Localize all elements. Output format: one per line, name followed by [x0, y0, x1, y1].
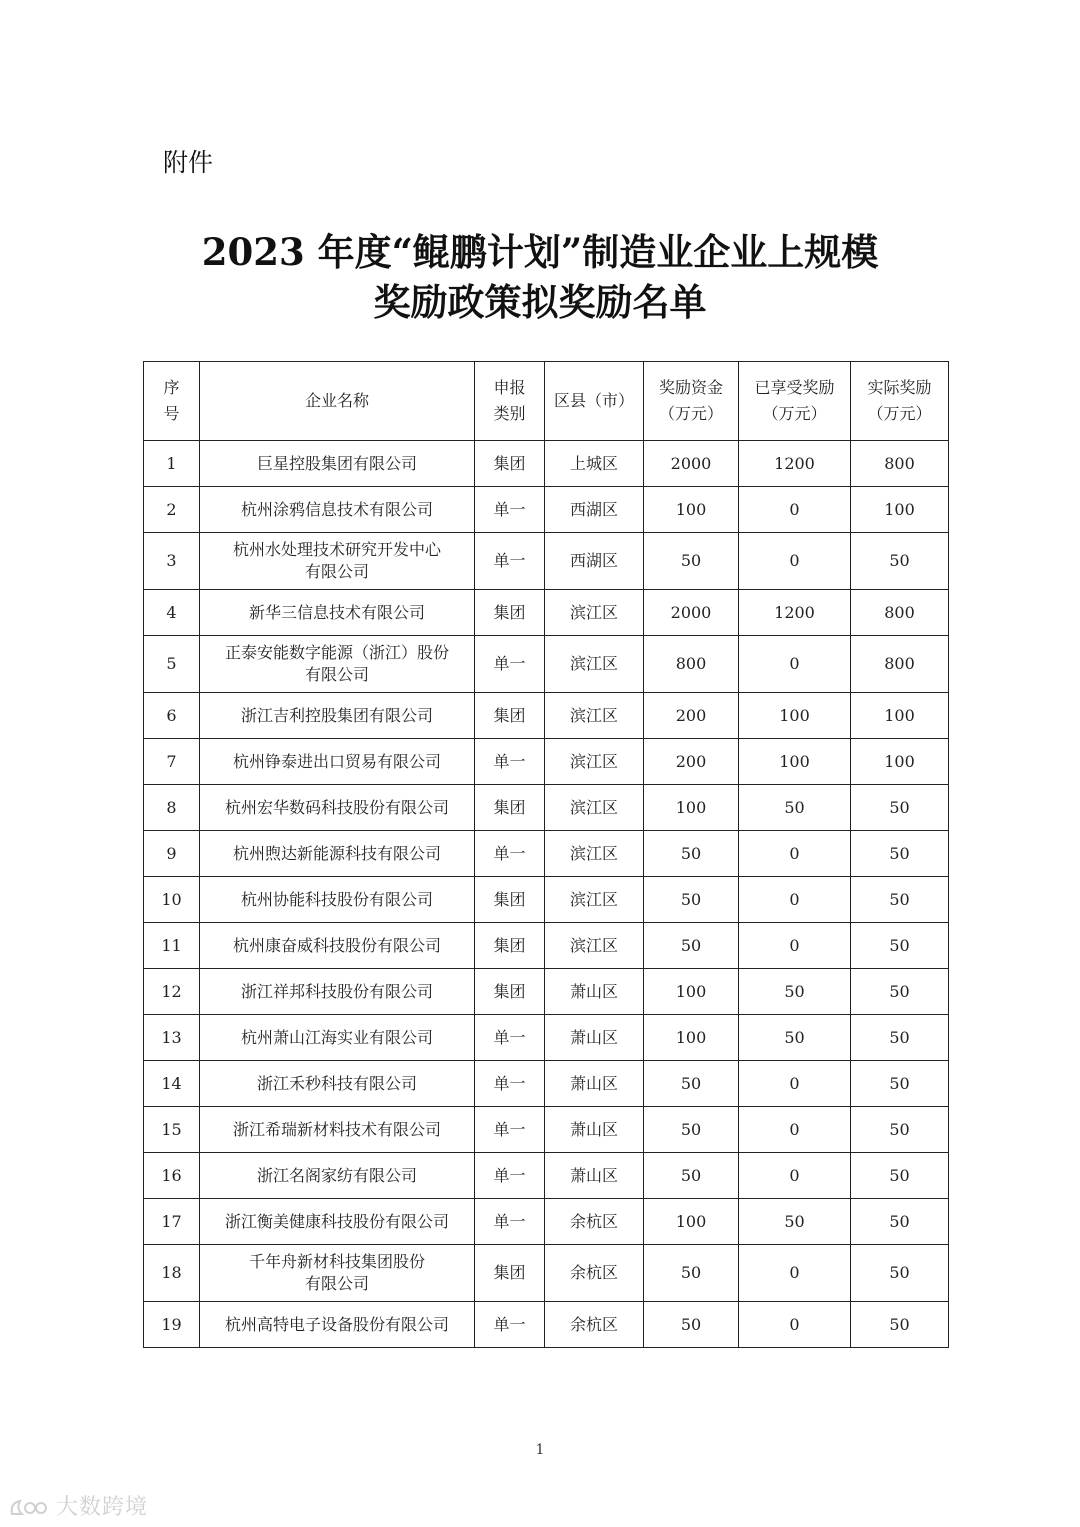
watermark: [8, 1490, 148, 1521]
cell-district: 滨江区: [545, 693, 644, 739]
col-header-fund: [644, 362, 739, 441]
cell-received: 0: [739, 923, 851, 969]
company-name-line: 杭州高特电子设备股份有限公司: [224, 1314, 449, 1334]
header-text: 号: [163, 404, 180, 423]
cell-type: 集团: [475, 969, 545, 1015]
cell-serial: 2: [144, 487, 200, 533]
company-name-line: 杭州涂鸦信息技术有限公司: [240, 499, 433, 519]
cell-district: 西湖区: [545, 533, 644, 590]
cell-actual: 50: [851, 923, 949, 969]
document-title-line-1: 2023 年度“鲲鹏计划”制造业企业上规模: [201, 230, 879, 274]
cell-fund: 50: [644, 831, 739, 877]
cell-company-name: [200, 693, 475, 739]
company-name-line: 浙江名阁家纺有限公司: [256, 1165, 417, 1185]
cell-serial: 6: [144, 693, 200, 739]
cell-fund: 50: [644, 1302, 739, 1348]
watermark-logo-icon: [8, 1497, 48, 1519]
cell-type: 单一: [475, 1061, 545, 1107]
cell-district: 滨江区: [545, 636, 644, 693]
cell-district: 滨江区: [545, 785, 644, 831]
cell-company-name: [200, 923, 475, 969]
cell-serial: 13: [144, 1015, 200, 1061]
cell-company-name: [200, 1245, 475, 1302]
cell-type: 集团: [475, 923, 545, 969]
cell-district: 萧山区: [545, 1061, 644, 1107]
cell-actual: 50: [851, 969, 949, 1015]
cell-type: 单一: [475, 831, 545, 877]
company-name-line: 巨星控股集团有限公司: [256, 453, 417, 473]
cell-fund: 50: [644, 923, 739, 969]
attachment-label: 附件: [163, 148, 214, 177]
cell-actual: 800: [851, 636, 949, 693]
cell-received: 50: [739, 785, 851, 831]
document-title-line-2: 奖励政策拟奖励名单: [373, 280, 707, 324]
cell-type: 集团: [475, 693, 545, 739]
cell-received: 100: [739, 739, 851, 785]
cell-type: 单一: [475, 1153, 545, 1199]
cell-actual: 50: [851, 831, 949, 877]
header-text: 类别: [493, 404, 526, 423]
table-row: [144, 923, 949, 969]
company-name-line: 杭州宏华数码科技股份有限公司: [224, 797, 449, 817]
table-row: [144, 487, 949, 533]
cell-received: 0: [739, 831, 851, 877]
cell-district: 滨江区: [545, 877, 644, 923]
cell-company-name: [200, 1061, 475, 1107]
cell-fund: 100: [644, 487, 739, 533]
cell-district: 萧山区: [545, 969, 644, 1015]
cell-district: 滨江区: [545, 923, 644, 969]
cell-type: 单一: [475, 533, 545, 590]
cell-district: 西湖区: [545, 487, 644, 533]
cell-type: 单一: [475, 1302, 545, 1348]
cell-serial: 5: [144, 636, 200, 693]
cell-company-name: [200, 1015, 475, 1061]
table-row: [144, 533, 949, 590]
cell-type: 集团: [475, 590, 545, 636]
company-name-line: 浙江祥邦科技股份有限公司: [240, 981, 433, 1001]
header-text: 奖励资金: [658, 378, 723, 397]
cell-serial: 16: [144, 1153, 200, 1199]
cell-fund: 800: [644, 636, 739, 693]
watermark-text: 大数跨境: [56, 1495, 149, 1520]
cell-serial: 1: [144, 441, 200, 487]
cell-company-name: [200, 1302, 475, 1348]
cell-received: 50: [739, 1199, 851, 1245]
company-name-line: 浙江吉利控股集团有限公司: [240, 705, 433, 725]
cell-serial: 17: [144, 1199, 200, 1245]
cell-actual: 50: [851, 785, 949, 831]
cell-received: 0: [739, 533, 851, 590]
cell-type: 单一: [475, 487, 545, 533]
table-body: [144, 441, 949, 1348]
header-text: 已享受奖励: [754, 378, 835, 397]
page-number: 1: [535, 1442, 545, 1458]
col-header-type: [475, 362, 545, 441]
company-name-line: 有限公司: [304, 562, 369, 581]
cell-actual: 100: [851, 693, 949, 739]
cell-actual: 50: [851, 877, 949, 923]
cell-actual: 800: [851, 441, 949, 487]
cell-received: 50: [739, 969, 851, 1015]
cell-received: 0: [739, 1245, 851, 1302]
cell-serial: 7: [144, 739, 200, 785]
cell-received: 1200: [739, 441, 851, 487]
col-header-actual: [851, 362, 949, 441]
cell-serial: 15: [144, 1107, 200, 1153]
cell-company-name: [200, 441, 475, 487]
header-text: 申报: [493, 378, 526, 397]
cell-fund: 50: [644, 1107, 739, 1153]
cell-fund: 2000: [644, 441, 739, 487]
award-list-table: [143, 361, 949, 1348]
company-name-line: 浙江希瑞新材料技术有限公司: [232, 1119, 441, 1139]
company-name-line: 浙江衡美健康科技股份有限公司: [224, 1211, 449, 1231]
cell-serial: 9: [144, 831, 200, 877]
cell-serial: 19: [144, 1302, 200, 1348]
cell-received: 1200: [739, 590, 851, 636]
cell-actual: 50: [851, 1153, 949, 1199]
col-header-district: [545, 362, 644, 441]
table-row: [144, 1245, 949, 1302]
cell-company-name: [200, 533, 475, 590]
table-row: [144, 831, 949, 877]
cell-type: 集团: [475, 785, 545, 831]
cell-fund: 100: [644, 1015, 739, 1061]
cell-serial: 8: [144, 785, 200, 831]
cell-received: 0: [739, 1061, 851, 1107]
cell-type: 单一: [475, 636, 545, 693]
company-name-line: 新华三信息技术有限公司: [248, 602, 425, 622]
company-name-line: 有限公司: [304, 1274, 369, 1293]
company-name-line: 有限公司: [304, 665, 369, 684]
cell-serial: 4: [144, 590, 200, 636]
company-name-line: 千年舟新材科技集团股份: [248, 1252, 425, 1271]
cell-type: 集团: [475, 441, 545, 487]
cell-actual: 100: [851, 487, 949, 533]
table-row: [144, 1107, 949, 1153]
table-row: [144, 636, 949, 693]
table-row: [144, 877, 949, 923]
cell-actual: 800: [851, 590, 949, 636]
cell-fund: 100: [644, 969, 739, 1015]
cell-type: 单一: [475, 739, 545, 785]
cell-actual: 50: [851, 533, 949, 590]
cell-received: 50: [739, 1015, 851, 1061]
company-name-line: 正泰安能数字能源（浙江）股份: [224, 643, 449, 662]
header-text: （万元）: [658, 404, 723, 423]
cell-district: 萧山区: [545, 1015, 644, 1061]
cell-company-name: [200, 877, 475, 923]
header-text: 实际奖励: [867, 378, 932, 397]
cell-district: 滨江区: [545, 590, 644, 636]
cell-district: 萧山区: [545, 1153, 644, 1199]
col-header-company: [200, 362, 475, 441]
table-row: [144, 1153, 949, 1199]
header-text: 序: [163, 378, 180, 397]
cell-serial: 3: [144, 533, 200, 590]
cell-type: 单一: [475, 1107, 545, 1153]
table-row: [144, 441, 949, 487]
cell-type: 集团: [475, 877, 545, 923]
col-header-serial: [144, 362, 200, 441]
cell-district: 上城区: [545, 441, 644, 487]
table-row: [144, 785, 949, 831]
cell-actual: 50: [851, 1107, 949, 1153]
cell-district: 余杭区: [545, 1199, 644, 1245]
cell-actual: 50: [851, 1199, 949, 1245]
cell-actual: 100: [851, 739, 949, 785]
cell-actual: 50: [851, 1015, 949, 1061]
company-name-line: 杭州水处理技术研究开发中心: [232, 540, 441, 559]
cell-fund: 200: [644, 739, 739, 785]
cell-received: 100: [739, 693, 851, 739]
cell-actual: 50: [851, 1245, 949, 1302]
cell-company-name: [200, 969, 475, 1015]
cell-serial: 18: [144, 1245, 200, 1302]
cell-company-name: [200, 590, 475, 636]
cell-district: 余杭区: [545, 1302, 644, 1348]
cell-type: 集团: [475, 1245, 545, 1302]
cell-serial: 12: [144, 969, 200, 1015]
cell-serial: 10: [144, 877, 200, 923]
cell-company-name: [200, 831, 475, 877]
cell-fund: 50: [644, 1153, 739, 1199]
cell-fund: 50: [644, 1061, 739, 1107]
cell-serial: 14: [144, 1061, 200, 1107]
cell-company-name: [200, 1199, 475, 1245]
company-name-line: 杭州协能科技股份有限公司: [240, 889, 433, 909]
cell-fund: 100: [644, 1199, 739, 1245]
cell-received: 0: [739, 877, 851, 923]
company-name-line: 杭州铮泰进出口贸易有限公司: [232, 751, 441, 771]
header-text: 区县（市）: [553, 391, 634, 410]
cell-fund: 50: [644, 1245, 739, 1302]
header-text: （万元）: [762, 404, 827, 423]
cell-fund: 50: [644, 533, 739, 590]
cell-received: 0: [739, 1153, 851, 1199]
cell-type: 单一: [475, 1199, 545, 1245]
cell-fund: 200: [644, 693, 739, 739]
cell-received: 0: [739, 487, 851, 533]
table-header-row: [144, 362, 949, 441]
cell-received: 0: [739, 1107, 851, 1153]
cell-fund: 100: [644, 785, 739, 831]
table-row: [144, 693, 949, 739]
table-row: [144, 590, 949, 636]
cell-district: 滨江区: [545, 831, 644, 877]
table-row: [144, 1199, 949, 1245]
cell-company-name: [200, 1107, 475, 1153]
cell-fund: 2000: [644, 590, 739, 636]
cell-company-name: [200, 636, 475, 693]
table-row: [144, 1302, 949, 1348]
table-row: [144, 739, 949, 785]
cell-district: 萧山区: [545, 1107, 644, 1153]
header-text: 企业名称: [304, 391, 369, 410]
cell-actual: 50: [851, 1061, 949, 1107]
company-name-line: 杭州煦达新能源科技有限公司: [232, 843, 441, 863]
col-header-received: [739, 362, 851, 441]
cell-company-name: [200, 1153, 475, 1199]
company-name-line: 杭州康奋威科技股份有限公司: [232, 935, 441, 955]
cell-fund: 50: [644, 877, 739, 923]
cell-company-name: [200, 487, 475, 533]
cell-type: 单一: [475, 1015, 545, 1061]
cell-received: 0: [739, 1302, 851, 1348]
company-name-line: 浙江禾秒科技有限公司: [256, 1073, 417, 1093]
cell-received: 0: [739, 636, 851, 693]
company-name-line: 杭州萧山江海实业有限公司: [240, 1027, 433, 1047]
cell-district: 余杭区: [545, 1245, 644, 1302]
header-text: （万元）: [867, 404, 932, 423]
table-row: [144, 1015, 949, 1061]
cell-company-name: [200, 739, 475, 785]
cell-company-name: [200, 785, 475, 831]
cell-serial: 11: [144, 923, 200, 969]
cell-district: 滨江区: [545, 739, 644, 785]
table-row: [144, 969, 949, 1015]
cell-actual: 50: [851, 1302, 949, 1348]
table-row: [144, 1061, 949, 1107]
